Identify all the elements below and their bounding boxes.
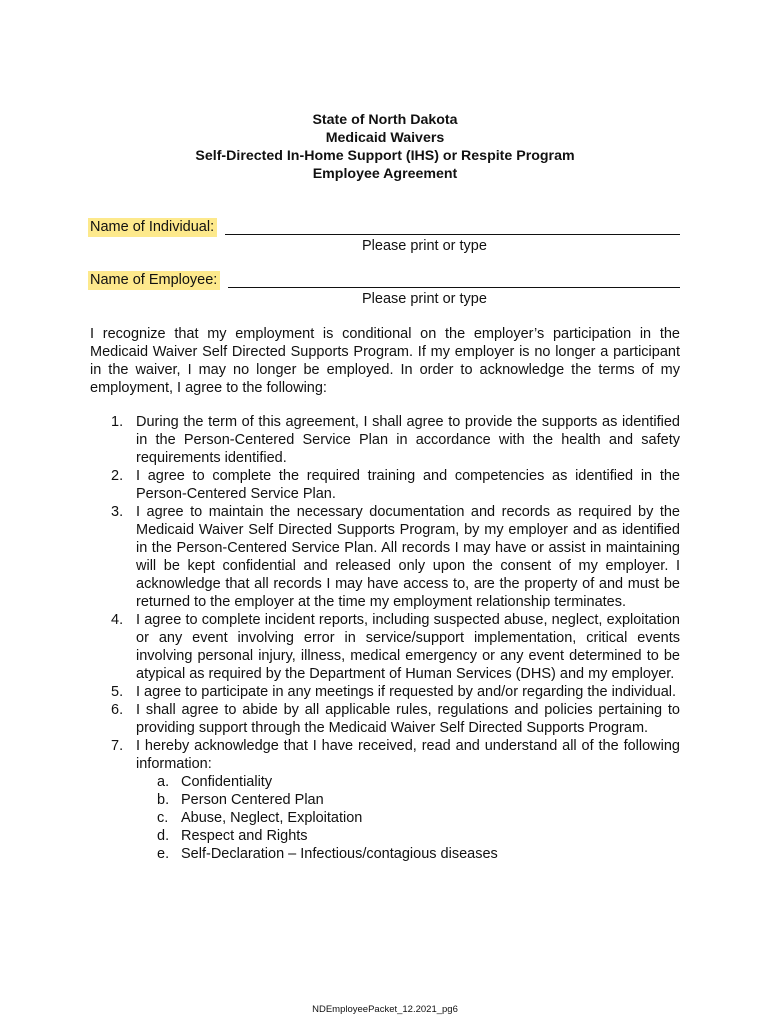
intro-paragraph: I recognize that my employment is conditional on the employer’s participation in the Medicaid Waiver Self Directed Supports Program. If my employer is no longer a participant in the waiver, I may no longer be employed. In order to acknowledge the terms of my employment, I agree to the following: (90, 326, 680, 396)
sublist-item (136, 827, 680, 845)
employee-name-line[interactable] (228, 287, 680, 288)
list-number: 1. (111, 414, 124, 430)
list-item-text: I agree to maintain the necessary documentation and records as required by the Medicaid Waiver Self Directed Supports Program, by my employer and as identified in the Person-Centered Service Plan. All records I may have or assist in maintaining will be kept confidential and released only upon the consent of my employer. I acknowledge that all records I may have access to, are the property of and must be returned to the employer at the time my employment relationship terminates. (136, 504, 680, 610)
list-item (90, 683, 680, 701)
list-item-text: During the term of this agreement, I shall agree to provide the supports as identified in the Person-Centered Service Plan in accordance with the health and safety requirements identified. (136, 414, 680, 466)
title-line-state: State of North Dakota (312, 112, 458, 128)
individual-name-field[interactable] (88, 218, 680, 238)
list-item (90, 467, 680, 503)
title-line-agreement: Employee Agreement (312, 166, 458, 182)
sublist-item-text: Self-Declaration – Infectious/contagious diseases (181, 846, 498, 862)
list-item (90, 611, 680, 683)
title-line-support: Self-Directed In-Home Support (IHS) or Respite Program (195, 148, 575, 164)
sublist-letter: e. (157, 846, 170, 862)
title-line-program: Medicaid Waivers (325, 130, 445, 146)
list-item-text: I agree to complete incident reports, including suspected abuse, neglect, exploitation or any event involving error in service/support implementation, critical events involving personal injury, illness, medical emergency or any event determined to be atypical as required by the Department of Human Services (DHS) and my employer. (136, 612, 680, 682)
individual-name-label: Name of Individual: (88, 218, 217, 237)
employee-name-field[interactable] (88, 271, 680, 291)
sublist-letter: c. (157, 810, 169, 826)
sublist-item (136, 773, 680, 791)
list-item (90, 413, 680, 467)
employee-name-label: Name of Employee: (88, 271, 220, 290)
list-item-text: I agree to participate in any meetings if requested by and/or regarding the individual. (136, 684, 677, 700)
list-number: 5. (111, 684, 124, 700)
sublist-item (136, 809, 680, 827)
sublist-letter: b. (157, 792, 170, 808)
list-item-text: I agree to complete the required training and competencies as identified in the Person-Centered Service Plan. (136, 468, 680, 502)
list-item (90, 737, 680, 863)
document-title (0, 111, 770, 183)
list-item-text: I hereby acknowledge that I have received, read and understand all of the following information: (136, 738, 680, 772)
list-number: 2. (111, 468, 124, 484)
sublist-item-text: Respect and Rights (181, 828, 308, 844)
information-sublist (136, 773, 680, 863)
sublist-item (136, 791, 680, 809)
list-number: 4. (111, 612, 124, 628)
sublist-item-text: Person Centered Plan (181, 792, 324, 808)
sublist-item-text: Confidentiality (181, 774, 273, 790)
sublist-item-text: Abuse, Neglect, Exploitation (181, 810, 363, 826)
list-item (90, 701, 680, 737)
list-number: 3. (111, 504, 124, 520)
page-footer: NDEmployeePacket_12.2021_pg6 (312, 1004, 458, 1015)
sublist-item (136, 845, 680, 863)
individual-name-line[interactable] (225, 234, 680, 235)
agreement-list (90, 413, 680, 863)
individual-name-hint: Please print or type (362, 238, 487, 254)
list-number: 6. (111, 702, 124, 718)
employee-name-hint: Please print or type (362, 291, 487, 307)
list-item (90, 503, 680, 611)
sublist-letter: a. (157, 774, 170, 790)
sublist-letter: d. (157, 828, 170, 844)
list-item-text: I shall agree to abide by all applicable rules, regulations and policies pertaining to providing support through the Medicaid Waiver Self Directed Supports Program. (136, 702, 680, 736)
list-number: 7. (111, 738, 124, 754)
